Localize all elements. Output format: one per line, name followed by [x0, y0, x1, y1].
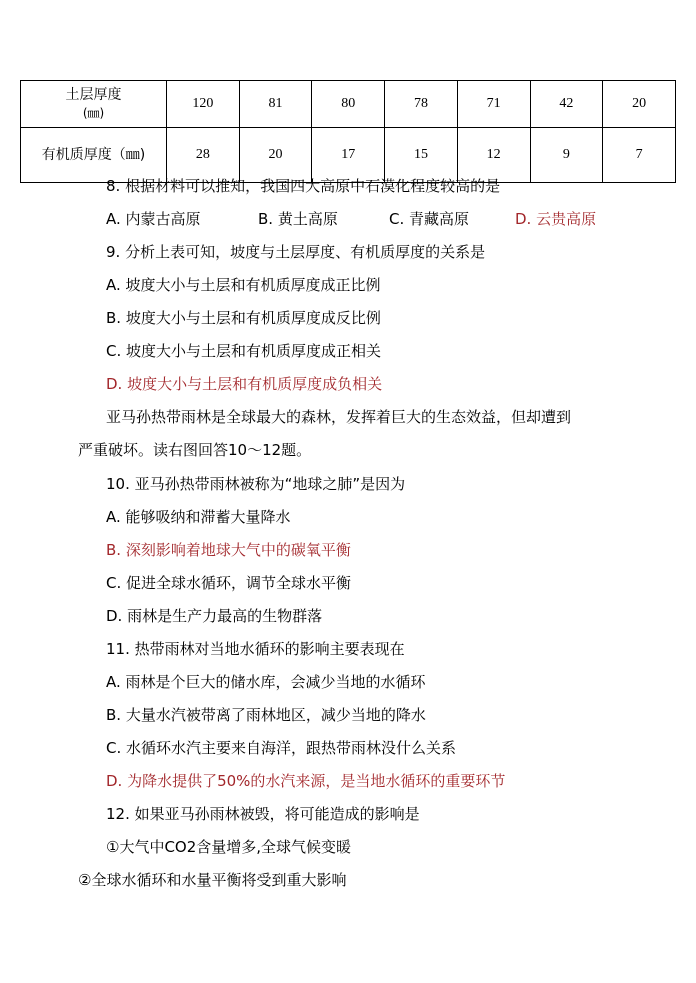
q11-option-c: C. 水循环水汽主要来自海洋，跟热带雨林没什么关系 — [106, 739, 457, 757]
slope-soil-table — [20, 80, 676, 183]
table-cell: 20 — [603, 81, 676, 128]
passage-line-2: 严重破坏。读右图回答10～12题。 — [78, 441, 312, 459]
table-cell: 20 — [239, 128, 312, 183]
table-cell: 9 — [530, 128, 603, 183]
table-cell: 81 — [239, 81, 312, 128]
table-cell: 78 — [385, 81, 458, 128]
q12-item-2: ②全球水循环和水量平衡将受到重大影响 — [78, 871, 347, 889]
table-cell: 120 — [167, 81, 240, 128]
q11-option-a: A. 雨林是个巨大的储水库，会减少当地的水循环 — [106, 673, 426, 691]
label-main: 土层厚度 — [65, 87, 122, 103]
q8-option-a: A. 内蒙古高原 — [106, 210, 201, 228]
table-cell: 80 — [312, 81, 385, 128]
table-cell: 12 — [457, 128, 530, 183]
table-row-organic-thickness — [21, 128, 676, 183]
q10-option-d: D. 雨林是生产力最高的生物群落 — [106, 607, 323, 625]
q12-stem: 12. 如果亚马孙雨林被毁，将可能造成的影响是 — [106, 805, 420, 823]
q10-option-b-answer: B. 深刻影响着地球大气中的碳氧平衡 — [106, 541, 351, 559]
label-unit: (㎜) — [82, 106, 105, 120]
q9-option-c: C. 坡度大小与土层和有机质厚度成正相关 — [106, 342, 382, 360]
q9-option-a: A. 坡度大小与土层和有机质厚度成正比例 — [106, 276, 381, 294]
q10-stem: 10. 亚马孙热带雨林被称为“地球之肺”是因为 — [106, 475, 406, 493]
row-label-organic-thickness: 有机质厚度（㎜) — [21, 128, 167, 183]
q10-option-c: C. 促进全球水循环，调节全球水平衡 — [106, 574, 352, 592]
row-label-soil-thickness — [21, 81, 167, 128]
q9-option-d-answer: D. 坡度大小与土层和有机质厚度成负相关 — [106, 375, 383, 393]
q8-option-d-answer: D. 云贵高原 — [515, 210, 597, 228]
q10-option-a: A. 能够吸纳和滞蓄大量降水 — [106, 508, 291, 526]
q8-option-c: C. 青藏高原 — [389, 210, 470, 228]
table-cell: 28 — [167, 128, 240, 183]
table-cell: 71 — [457, 81, 530, 128]
table-cell: 17 — [312, 128, 385, 183]
q9-option-b: B. 坡度大小与土层和有机质厚度成反比例 — [106, 309, 381, 327]
table-cell: 42 — [530, 81, 603, 128]
q12-item-1: ①大气中CO2含量增多,全球气候变暖 — [106, 838, 352, 856]
q8-option-b: B. 黄土高原 — [258, 210, 338, 228]
table-cell: 7 — [603, 128, 676, 183]
q8-stem: 8. 根据材料可以推知，我国四大高原中石漠化程度较高的是 — [106, 177, 501, 195]
q11-option-b: B. 大量水汽被带离了雨林地区，减少当地的降水 — [106, 706, 426, 724]
table-cell: 15 — [385, 128, 458, 183]
passage-line-1: 亚马孙热带雨林是全球最大的森林，发挥着巨大的生态效益，但却遭到 — [106, 408, 572, 426]
q11-option-d-answer: D. 为降水提供了50%的水汽来源，是当地水循环的重要环节 — [106, 772, 506, 790]
q11-stem: 11. 热带雨林对当地水循环的影响主要表现在 — [106, 640, 405, 658]
table-row-soil-thickness — [21, 81, 676, 128]
q9-stem: 9. 分析上表可知，坡度与土层厚度、有机质厚度的关系是 — [106, 243, 486, 261]
